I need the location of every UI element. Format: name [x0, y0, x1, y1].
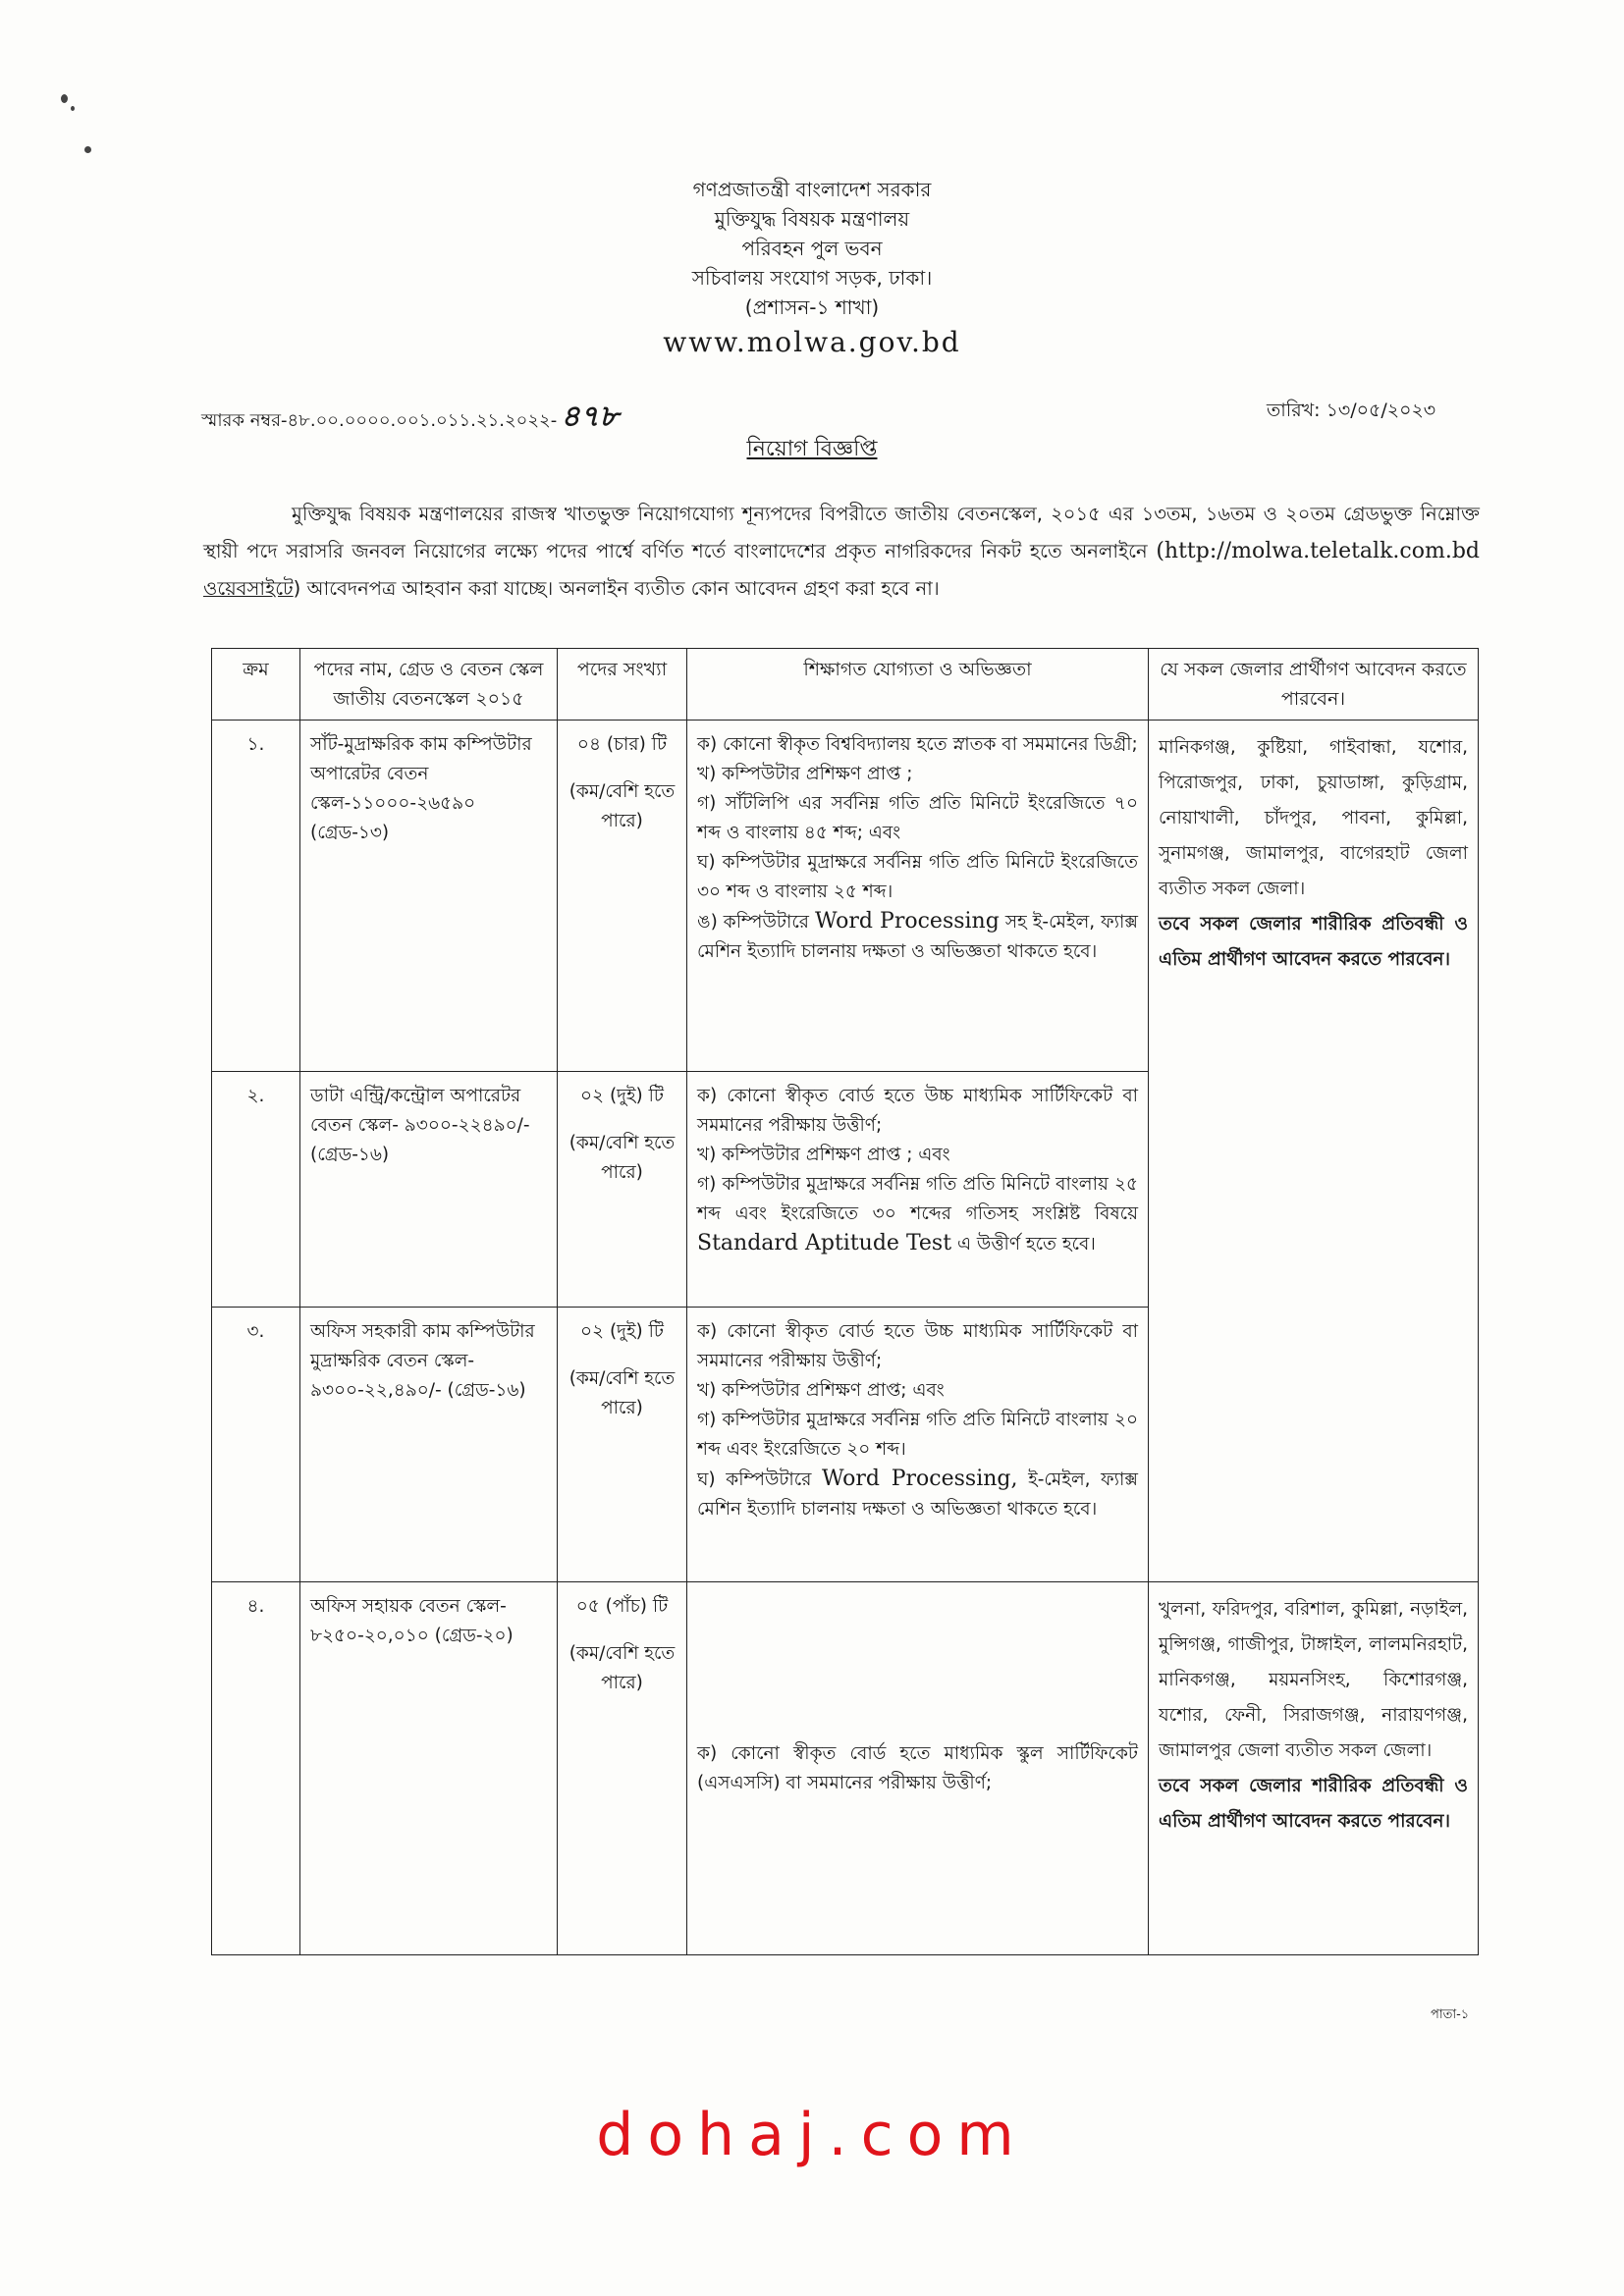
- row-count: [558, 721, 687, 1072]
- districts-group-2: [1149, 1582, 1479, 1955]
- row-qualification: [687, 721, 1149, 1072]
- count-note: (কম/বেশি হতে পারে): [568, 1133, 676, 1183]
- qualification-item: খ) কম্পিউটার প্রশিক্ষণ প্রাপ্ত ; এবং: [697, 1145, 950, 1165]
- header-districts: যে সকল জেলার প্রার্থীগণ আবেদন করতে পারবেন।: [1149, 649, 1479, 721]
- scan-speck: [84, 146, 91, 153]
- scan-speck: [71, 106, 75, 111]
- intro-text: মুক্তিযুদ্ধ বিষয়ক মন্ত্রণালয়ের রাজস্ব খাতভুক্ত নিয়োগযোগ্য শূন্যপদের বিপরীতে জাতীয় বেতনস্কেল, ২০১৫ এর ১৩তম, ১৬তম ও ২০তম গ্রেডভুক্ত নিম্নোক্ত স্থায়ী পদে সরাসরি জনবল নিয়োগের লক্ষ্যে পদের পার্শ্বে বর্ণিত শর্তে বাংলাদেশের প্রকৃত নাগরিকদের নিকট হতে অনলাইনে: [203, 503, 1480, 562]
- district-note: তবে সকল জেলার শারীরিক প্রতিবন্ধী ও এতিম প্রার্থীগণ আবেদন করতে পারবেন।: [1159, 1776, 1468, 1832]
- qualification-item: ক) কোনো স্বীকৃত বোর্ড হতে মাধ্যমিক স্কুল সার্টিফিকেট (এসএসসি) বা সমমানের পরীক্ষায় উত্তীর্ণ;: [697, 1742, 1138, 1793]
- row-qualification: [687, 1582, 1149, 1955]
- memo-handwritten-number: ৪৭৮: [561, 400, 619, 434]
- header-qualification: শিক্ষাগত যোগ্যতা ও অভিজ্ঞতা: [687, 649, 1149, 721]
- row-count: [558, 1072, 687, 1308]
- count-note: (কম/বেশি হতে পারে): [568, 1643, 676, 1693]
- branch-name: (প্রশাসন-১ শাখা): [744, 295, 880, 319]
- district-list: মানিকগঞ্জ, কুষ্টিয়া, গাইবান্ধা, যশোর, পিরোজপুর, ঢাকা, চুয়াডাঙ্গা, কুড়িগ্রাম, নোয়াখালী, চাঁদপুর, পাবনা, কুমিল্লা, সুনামগঞ্জ, জামালপুর, বাগেরহাট জেলা ব্যতীত সকল জেলা।: [1159, 737, 1468, 899]
- table-row: [212, 1582, 1479, 1955]
- row-post: ডাটা এন্ট্রি/কন্ট্রোল অপারেটর বেতন স্কেল- ৯৩০০-২২৪৯০/- (গ্রেড-১৬): [300, 1072, 558, 1308]
- row-count: [558, 1582, 687, 1955]
- ministry-website: www.molwa.gov.bd: [663, 326, 961, 358]
- qualification-item: গ) কম্পিউটার মুদ্রাক্ষরে সর্বনিম্ন গতি প্রতি মিনিটে বাংলায় ২০ শব্দ এবং ইংরেজিতে ২০ শব্দ।: [697, 1410, 1138, 1460]
- header-serial: ক্রম: [212, 649, 300, 721]
- ministry-name: মুক্তিযুদ্ধ বিষয়ক মন্ত্রণালয়: [714, 207, 910, 231]
- row-post: অফিস সহায়ক বেতন স্কেল- ৮২৫০-২০,০১০ (গ্রেড-২০): [300, 1582, 558, 1955]
- count-value: ০৪ (চার) টি: [576, 734, 668, 755]
- qualification-item: ঘ) কম্পিউটার মুদ্রাক্ষরে সর্বনিম্ন গতি প্রতি মিনিটে ইংরেজিতে ৩০ শব্দ ও বাংলায় ২৫ শব্দ।: [697, 852, 1138, 902]
- office-address: সচিবালয় সংযোগ সড়ক, ঢাকা।: [691, 266, 933, 290]
- government-name: গণপ্রজাতন্ত্রী বাংলাদেশ সরকার: [692, 178, 932, 201]
- row-qualification: [687, 1072, 1149, 1308]
- count-note: (কম/বেশি হতে পারে): [568, 781, 676, 831]
- building-name: পরিবহন পুল ভবন: [741, 237, 883, 260]
- qualification-item: ঙ) কম্পিউটারে Word Processing সহ ই-মেইল, ফ্যাক্স মেশিন ইত্যাদি চালনায় দক্ষতা ও অভিজ্ঞতা থাকতে হবে।: [697, 909, 1138, 962]
- row-serial: ১.: [212, 721, 300, 1072]
- qualification-item: ক) কোনো স্বীকৃত বিশ্ববিদ্যালয় হতে স্নাতক বা সমমানের ডিগ্রী;: [697, 734, 1138, 755]
- intro-paragraph: [203, 496, 1480, 608]
- table-row: [212, 721, 1479, 1072]
- issue-date: তারিখ: ১৩/০৫/২০২৩: [1267, 400, 1436, 421]
- memo-label: স্মারক নম্বর-৪৮.০০.০০০০.০০১.০১১.২১.২০২২-: [201, 410, 558, 431]
- count-value: ০২ (দুই) টি: [580, 1086, 664, 1106]
- qualification-item: খ) কম্পিউটার প্রশিক্ষণ প্রাপ্ত; এবং: [697, 1380, 945, 1401]
- qualification-item: ক) কোনো স্বীকৃত বোর্ড হতে উচ্চ মাধ্যমিক সার্টিফিকেট বা সমমানের পরীক্ষায় উত্তীর্ণ;: [697, 1086, 1138, 1136]
- qualification-item: গ) সাঁটলিপি এর সর্বনিম্ন গতি প্রতি মিনিটে ইংরেজিতে ৭০ শব্দ ও বাংলায় ৪৫ শব্দ; এবং: [697, 793, 1138, 843]
- scan-speck: [61, 94, 68, 103]
- header-post: পদের নাম, গ্রেড ও বেতন স্কেল জাতীয় বেতনস্কেল ২০১৫: [300, 649, 558, 721]
- count-note: (কম/বেশি হতে পারে): [568, 1368, 676, 1418]
- districts-group-1: [1149, 721, 1479, 1582]
- application-url-suffix: ওয়েবসাইটে: [203, 577, 294, 600]
- qualification-item: খ) কম্পিউটার প্রশিক্ষণ প্রাপ্ত ;: [697, 764, 913, 784]
- table-header-row: [212, 649, 1479, 721]
- row-post: সাঁট-মুদ্রাক্ষরিক কাম কম্পিউটার অপারেটর বেতন স্কেল-১১০০০-২৬৫৯০ (গ্রেড-১৩): [300, 721, 558, 1072]
- qualification-item: ক) কোনো স্বীকৃত বোর্ড হতে উচ্চ মাধ্যমিক সার্টিফিকেট বা সমমানের পরীক্ষায় উত্তীর্ণ;: [697, 1321, 1138, 1371]
- row-serial: ৪.: [212, 1582, 300, 1955]
- intro-closing: ) আবেদনপত্র আহবান করা যাচ্ছে। অনলাইন ব্যতীত কোন আবেদন গ্রহণ করা হবে না।: [293, 577, 940, 600]
- vacancy-table: [211, 648, 1479, 1955]
- row-serial: ৩.: [212, 1308, 300, 1582]
- notice-title: নিয়োগ বিজ্ঞপ্তি: [746, 437, 878, 461]
- row-serial: ২.: [212, 1072, 300, 1308]
- qualification-item: গ) কম্পিউটার মুদ্রাক্ষরে সর্বনিম্ন গতি প্রতি মিনিটে বাংলায় ২৫ শব্দ এবং ইংরেজিতে ৩০ শব্দের গতিসহ সংশ্লিষ্ট বিষয়ে Standard Aptitude Test এ উত্তীর্ণ হতে হবে।: [697, 1174, 1138, 1255]
- watermark-text: dohaj.com: [596, 2101, 1028, 2169]
- letterhead: [0, 175, 1624, 361]
- page-number: পাতা-১: [1431, 2007, 1470, 2022]
- header-count: পদের সংখ্যা: [558, 649, 687, 721]
- district-list: খুলনা, ফরিদপুর, বরিশাল, কুমিল্লা, নড়াইল, মুন্সিগঞ্জ, গাজীপুর, টাঙ্গাইল, লালমনিরহাট, মানিকগঞ্জ, ময়মনসিংহ, কিশোরগঞ্জ, যশোর, ফেনী, সিরাজগঞ্জ, নারায়ণগঞ্জ, জামালপুর জেলা ব্যতীত সকল জেলা।: [1159, 1599, 1468, 1761]
- count-value: ০২ (দুই) টি: [580, 1321, 664, 1342]
- district-note: তবে সকল জেলার শারীরিক প্রতিবন্ধী ও এতিম প্রার্থীগণ আবেদন করতে পারবেন।: [1159, 914, 1468, 970]
- row-post: অফিস সহকারী কাম কম্পিউটার মুদ্রাক্ষরিক বেতন স্কেল- ৯৩০০-২২,৪৯০/- (গ্রেড-১৬): [300, 1308, 558, 1582]
- row-qualification: [687, 1308, 1149, 1582]
- count-value: ০৫ (পাঁচ) টি: [575, 1596, 669, 1617]
- application-url: (http://molwa.teletalk.com.bd: [1156, 539, 1480, 563]
- row-count: [558, 1308, 687, 1582]
- qualification-item: ঘ) কম্পিউটারে Word Processing, ই-মেইল, ফ্যাক্স মেশিন ইত্যাদি চালনায় দক্ষতা ও অভিজ্ঞতা থাকতে হবে।: [697, 1467, 1138, 1520]
